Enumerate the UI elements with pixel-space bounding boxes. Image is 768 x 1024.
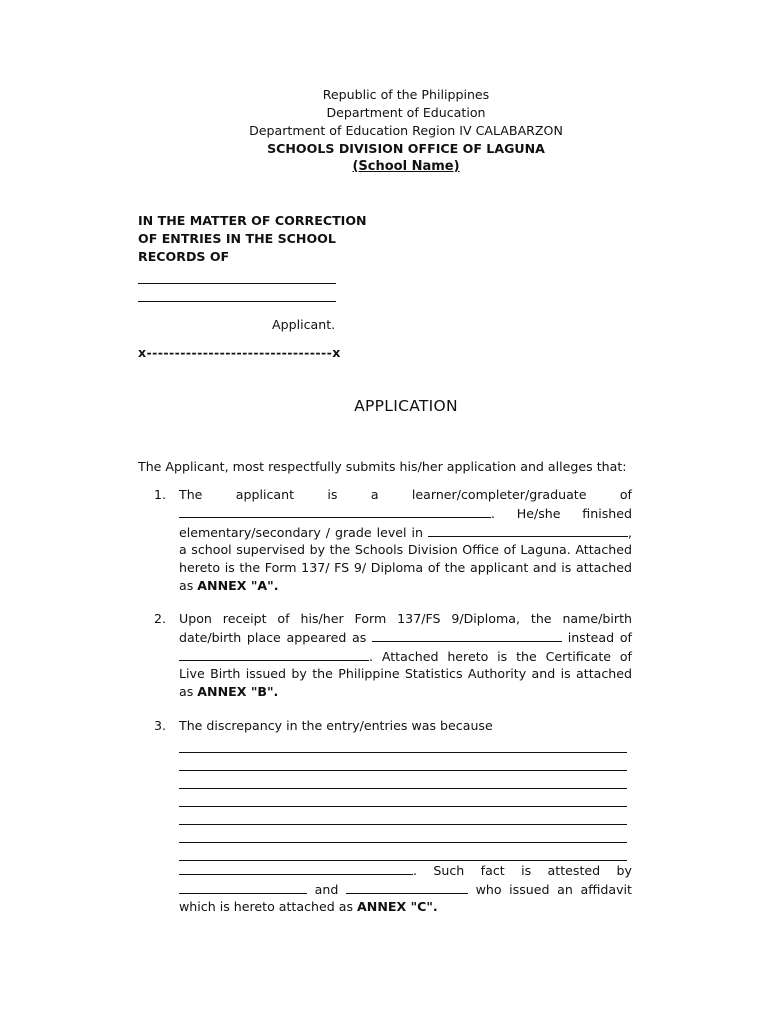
case-caption <box>138 212 378 362</box>
header-division-office: SCHOOLS DIVISION OFFICE OF LAGUNA <box>267 141 545 156</box>
header-department: Department of Education <box>326 105 486 120</box>
document-title: APPLICATION <box>354 397 458 415</box>
caption-title-line1: IN THE MATTER OF CORRECTION <box>138 213 367 228</box>
attester-2-blank <box>346 880 468 894</box>
discrepancy-blank-line <box>179 825 627 843</box>
discrepancy-blank-line <box>179 753 627 771</box>
discrepancy-blank-end <box>179 861 413 875</box>
header-region: Department of Education Region IV CALABARZON <box>249 123 563 138</box>
item-1 <box>154 486 634 595</box>
item-body: Upon receipt of his/her Form 137/FS 9/Diploma, the name/birth date/birth place appeared as instead of . Attached hereto is the Certificate of Live Birth issued by the Philippine Statistics Authority and is attached as ANNEX "B". <box>179 611 632 700</box>
caption-title-line3: RECORDS OF <box>138 249 230 264</box>
caption-title-line2: OF ENTRIES IN THE SCHOOL <box>138 231 336 246</box>
item-3 <box>154 717 634 916</box>
appeared-as-blank <box>372 628 562 642</box>
item-number: 3. <box>154 718 167 733</box>
item-number: 2. <box>154 611 167 626</box>
item-number: 1. <box>154 487 167 502</box>
school-blank-2 <box>428 523 628 537</box>
applicant-name-blank-2 <box>138 284 336 302</box>
discrepancy-blank-line <box>179 789 627 807</box>
applicant-name-blank-1 <box>138 266 336 284</box>
discrepancy-blank-line <box>179 771 627 789</box>
discrepancy-blank-line <box>179 735 627 753</box>
applicant-label: Applicant. <box>272 317 336 332</box>
school-blank <box>179 504 491 518</box>
attester-1-blank <box>179 880 307 894</box>
discrepancy-blank-line <box>179 843 627 861</box>
document-header <box>0 86 768 176</box>
header-school-name: (School Name) <box>352 159 460 174</box>
header-republic: Republic of the Philippines <box>322 87 490 102</box>
item-body: The applicant is a learner/completer/graduate of . He/she finished elementary/secondary / grade level in , a school supervised by the Schools Division Office of Laguna. Attached hereto is the Form 137/ FS 9/ Diploma of the applicant and is attached as ANNEX "A". <box>179 487 632 593</box>
item-2 <box>154 610 634 701</box>
instead-of-blank <box>179 647 369 661</box>
discrepancy-blank-line <box>179 807 627 825</box>
intro-paragraph: The Applicant, most respectfully submits his/her application and alleges that: <box>138 459 627 474</box>
caption-separator: x---------------------------------x <box>138 344 341 360</box>
item-body: The discrepancy in the entry/entries was because . Such fact is attested by and who issued an affidavit which is hereto attached as ANNEX "C". <box>179 718 632 915</box>
